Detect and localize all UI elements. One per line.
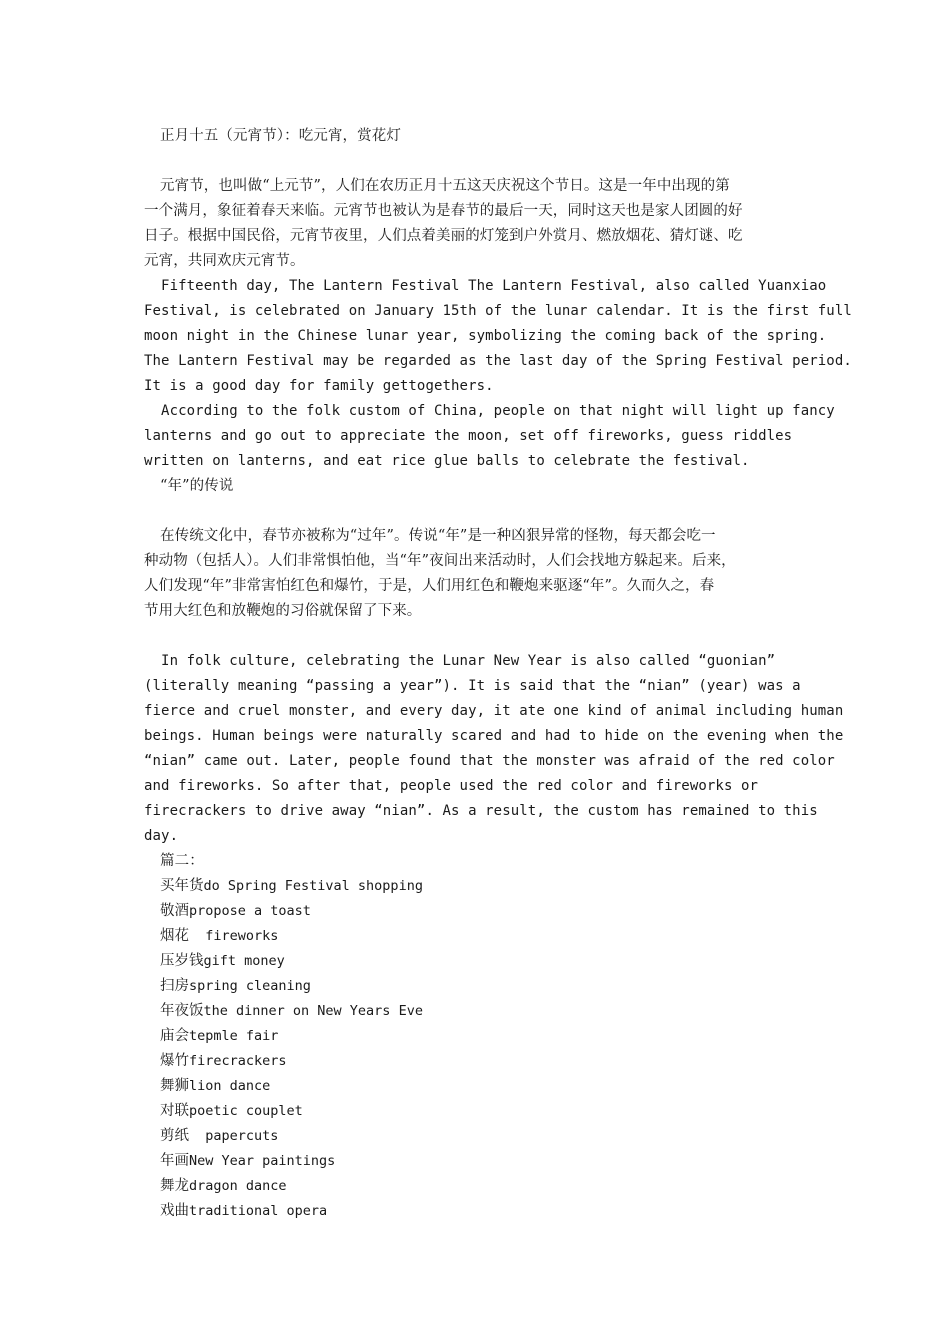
vocab-item [160, 1174, 808, 1199]
text-line: written on lanterns, and eat rice glue balls to celebrate the festival. [144, 453, 750, 469]
text-line: In folk culture, celebrating the Lunar New Year is also called “guonian” [144, 653, 776, 669]
vocab-cn: 爆竹 [160, 1053, 189, 1069]
text-line: (literally meaning “passing a year”). It is said that the “nian” (year) was a [144, 678, 801, 694]
text-line: lanterns and go out to appreciate the moon, set off fireworks, guess riddles [144, 428, 793, 444]
text-line: Fifteenth day, The Lantern Festival The Lantern Festival, also called Yuanxiao [144, 278, 827, 294]
paragraph-lantern-en-2 [144, 399, 835, 474]
vocab-item [160, 949, 808, 974]
text-line: firecrackers to drive away “nian”. As a result, the custom has remained to this [144, 803, 818, 819]
text-line: According to the folk custom of China, people on that night will light up fancy [144, 403, 835, 419]
vocab-item [160, 1049, 808, 1074]
vocab-item [160, 874, 808, 899]
text-line: moon night in the Chinese lunar year, symbolizing the coming back of the spring. [144, 328, 827, 344]
vocab-cn: 剪纸 [160, 1128, 189, 1144]
text-line: 人们发现“年”非常害怕红色和爆竹，于是，人们用红色和鞭炮来驱逐“年”。久而久之，春 [144, 578, 715, 594]
vocab-cn: 舞狮 [160, 1078, 189, 1094]
vocab-en: New Year paintings [189, 1153, 336, 1169]
vocab-item [160, 1199, 808, 1224]
vocab-cn: 庙会 [160, 1028, 189, 1044]
vocab-en: spring cleaning [189, 978, 311, 994]
vocab-cn: 对联 [160, 1103, 189, 1119]
vocab-en: firecrackers [189, 1053, 287, 1069]
vocab-cn: 年夜饭 [160, 1003, 204, 1019]
section-heading-part-two: 篇二： [160, 853, 204, 869]
vocab-en: propose a toast [189, 903, 311, 919]
text-line: beings. Human beings were naturally scared and had to hide on the evening when the [144, 728, 844, 744]
document-body [144, 124, 852, 1224]
vocab-cn: 年画 [160, 1153, 189, 1169]
text-line: The Lantern Festival may be regarded as the last day of the Spring Festival period. [144, 353, 852, 369]
vocab-cn: 戏曲 [160, 1203, 189, 1219]
text-line: “nian” came out. Later, people found that the monster was afraid of the red color [144, 753, 835, 769]
text-line: Festival, is celebrated on January 15th of the lunar calendar. It is the first full [144, 303, 852, 319]
vocab-item [160, 1149, 808, 1174]
vocab-en: dragon dance [189, 1178, 287, 1194]
vocab-cn: 烟花 [160, 928, 189, 944]
text-line: 元宵节，也叫做“上元节”，人们在农历正月十五这天庆祝这个节日。这是一年中出现的第 [160, 178, 730, 194]
vocab-cn: 舞龙 [160, 1178, 189, 1194]
text-line: fierce and cruel monster, and every day, it ate one kind of animal including human [144, 703, 844, 719]
vocab-en: gift money [203, 953, 285, 969]
text-line: day. [144, 828, 179, 844]
text-line: and fireworks. So after that, people used the red color and fireworks or [144, 778, 759, 794]
text-line: It is a good day for family gettogethers. [144, 378, 494, 394]
vocab-cn: 敬酒 [160, 903, 189, 919]
text-line: 日子。根据中国民俗，元宵节夜里，人们点着美丽的灯笼到户外赏月、燃放烟花、猜灯谜、吃 [144, 228, 743, 244]
paragraph-lantern-cn [144, 174, 808, 274]
vocab-en: tepmle fair [189, 1028, 279, 1044]
vocab-item [160, 1124, 808, 1149]
vocab-en: poetic couplet [189, 1103, 303, 1119]
vocab-item [160, 899, 808, 924]
vocab-en: fireworks [189, 928, 279, 944]
spacer [144, 499, 808, 524]
vocab-en: the dinner on New Years Eve [203, 1003, 423, 1019]
vocab-item [160, 1024, 808, 1049]
vocab-list [144, 874, 808, 1224]
vocab-cn: 压岁钱 [160, 953, 204, 969]
vocab-item [160, 999, 808, 1024]
vocab-en: lion dance [189, 1078, 271, 1094]
vocab-en: do Spring Festival shopping [203, 878, 423, 894]
vocab-en: papercuts [189, 1128, 279, 1144]
vocab-cn: 买年货 [160, 878, 204, 894]
vocab-en: traditional opera [189, 1203, 328, 1219]
paragraph-nian-cn [144, 524, 808, 624]
vocab-item [160, 924, 808, 949]
text-line: 一个满月，象征着春天来临。元宵节也被认为是春节的最后一天，同时这天也是家人团圆的好 [144, 203, 743, 219]
paragraph-nian-en [144, 649, 844, 849]
text-line: 在传统文化中，春节亦被称为“过年”。传说“年”是一种凶狠异常的怪物，每天都会吃一 [160, 528, 716, 544]
vocab-item [160, 1074, 808, 1099]
text-line: 种动物（包括人）。人们非常惧怕他，当“年”夜间出来活动时，人们会找地方躲起来。后来， [144, 553, 736, 569]
spacer [144, 624, 808, 649]
text-line: 元宵，共同欢庆元宵节。 [144, 253, 305, 269]
paragraph-lantern-en-1 [144, 274, 852, 399]
vocab-item [160, 1099, 808, 1124]
text-line: 节用大红色和放鞭炮的习俗就保留了下来。 [144, 603, 422, 619]
section-heading-nian-legend: “年”的传说 [160, 478, 234, 494]
section-heading-lantern-festival: 正月十五（元宵节）：吃元宵，赏花灯 [160, 128, 401, 144]
spacer [144, 149, 808, 174]
vocab-item [160, 974, 808, 999]
vocab-cn: 扫房 [160, 978, 189, 994]
